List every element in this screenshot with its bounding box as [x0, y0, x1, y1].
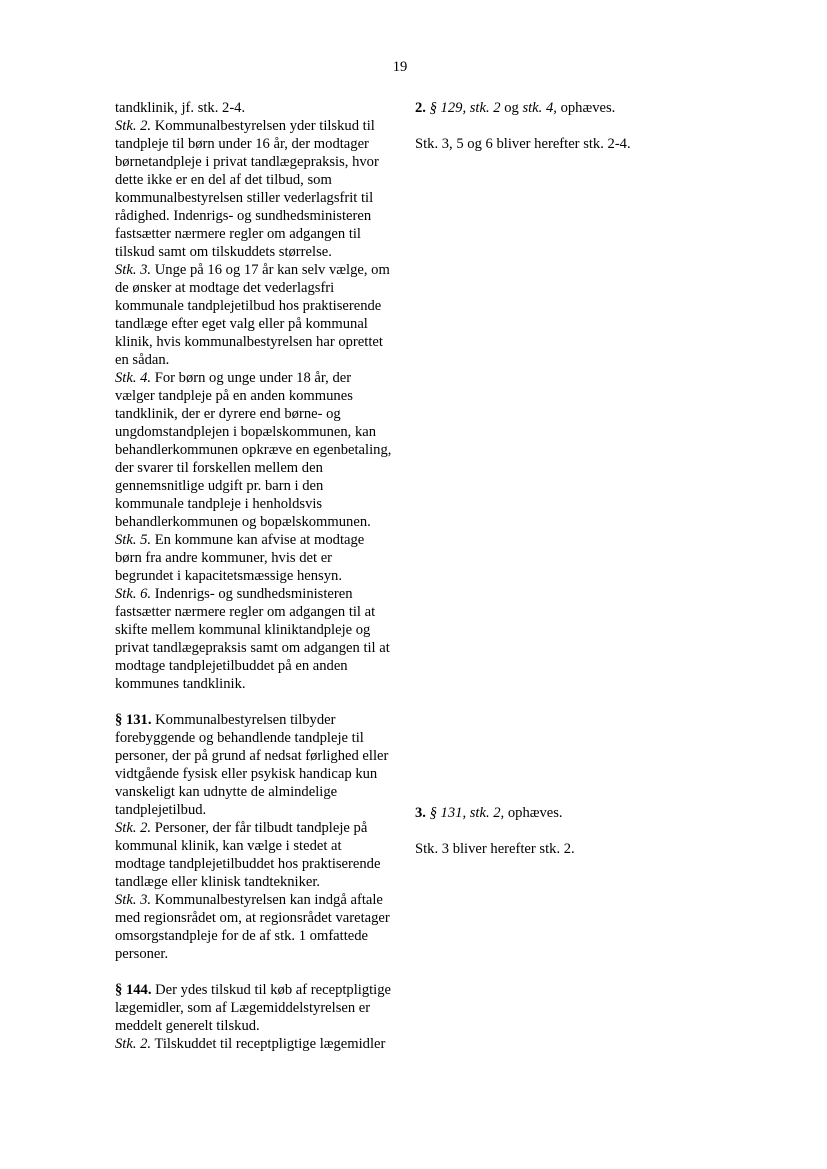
stk-label: Stk. 2. — [115, 820, 152, 836]
stk-label: Stk. 5. — [115, 532, 152, 548]
text-line: personer. — [115, 946, 169, 962]
text-line: tandklinik, der er dyrere end børne- og — [115, 406, 341, 422]
amendment-2: 2. § 129, stk. 2 og stk. 4, ophæves. — [415, 100, 616, 116]
text-line: personer, der på grund af nedsat førlighed eller — [115, 748, 389, 764]
text-line: ungdomstandplejen i bopælskommunen, kan — [115, 424, 377, 440]
current-law-column — [115, 99, 415, 1053]
text-line: tandlæge eller klinisk tandtekniker. — [115, 874, 321, 890]
text-line: en sådan. — [115, 352, 170, 368]
text-line: § 131. Kommunalbestyrelsen tilbyder — [115, 712, 336, 728]
stk-label: Stk. 3. — [115, 262, 152, 278]
text-line: Stk. 3. Kommunalbestyrelsen kan indgå aftale — [115, 892, 383, 908]
amendment-3: 3. § 131, stk. 2, ophæves. — [415, 805, 563, 821]
amendment-2-note: Stk. 3, 5 og 6 bliver herefter stk. 2-4. — [415, 136, 631, 152]
paragraph-gap — [115, 693, 415, 711]
text-line: tandlæge efter eget valg eller på kommunal — [115, 316, 368, 332]
text-line: vidtgående fysisk eller psykisk handicap kun — [115, 766, 378, 782]
text-line: vanskeligt kan udnytte de almindelige — [115, 784, 338, 800]
text-line: behandlerkommunen og bopælskommunen. — [115, 514, 371, 530]
amendment-number: 2. — [415, 100, 426, 116]
text-line: privat tandlægepraksis samt om adgangen til at — [115, 640, 390, 656]
text-line: fastsætter nærmere regler om adgangen til at — [115, 604, 376, 620]
text-line: børn fra andre kommuner, hvis det er — [115, 550, 333, 566]
text-line: dette ikke er en del af det tilbud, som — [115, 172, 332, 188]
text-line: behandlerkommunen opkræve en egenbetaling, — [115, 442, 392, 458]
text-line: skifte mellem kommunal kliniktandpleje og — [115, 622, 371, 638]
section-reference: § 131, stk. 2, — [429, 805, 505, 821]
text-line: meddelt generelt tilskud. — [115, 1018, 260, 1034]
section-reference: stk. 4, — [522, 100, 557, 116]
text-line: Stk. 2. Personer, der får tilbudt tandpleje på — [115, 820, 368, 836]
text-line: forebyggende og behandlende tandpleje til — [115, 730, 364, 746]
section-reference: § 129, stk. 2 — [429, 100, 501, 116]
text-line: tandpleje til børn under 16 år, der modtager — [115, 136, 369, 152]
section-number: § 144. — [115, 982, 152, 998]
text-line: børnetandpleje i privat tandlægepraksis, hvor — [115, 154, 379, 170]
text-line: der svarer til forskellen mellem den — [115, 460, 323, 476]
text-line: fastsætter nærmere regler om adgangen til — [115, 226, 361, 242]
text-line: Stk. 2. Kommunalbestyrelsen yder tilskud til — [115, 118, 375, 134]
stk-label: Stk. 2. — [115, 118, 152, 134]
section-number: § 131. — [115, 712, 152, 728]
text-line: § 144. Der ydes tilskud til køb af receptpligtige — [115, 982, 392, 998]
text-line: med regionsrådet om, at regionsrådet varetager — [115, 910, 390, 926]
text-line: kommunalbestyrelsen stiller vederlagsfrit til — [115, 190, 374, 206]
text-line: Stk. 2. Tilskuddet til receptpligtige lægemidler — [115, 1036, 386, 1052]
text-line: Stk. 5. En kommune kan afvise at modtage — [115, 532, 365, 548]
stk-label: Stk. 6. — [115, 586, 152, 602]
text-line: lægemidler, som af Lægemiddelstyrelsen er — [115, 1000, 371, 1016]
paragraph-gap — [115, 963, 415, 981]
text-line: begrundet i kapacitetsmæssige hensyn. — [115, 568, 342, 584]
text-line: vælger tandpleje på en anden kommunes — [115, 388, 353, 404]
text-line: rådighed. Indenrigs- og sundhedsministeren — [115, 208, 372, 224]
text-line: klinik, hvis kommunalbestyrelsen har oprettet — [115, 334, 383, 350]
page-number: 19 — [392, 59, 408, 75]
stk-label: Stk. 3. — [115, 892, 152, 908]
text-line: omsorgstandpleje for de af stk. 1 omfattede — [115, 928, 369, 944]
text-line: modtage tandplejetilbuddet hos praktiserende — [115, 856, 381, 872]
text-line: de ønsker at modtage det vederlagsfri — [115, 280, 335, 296]
text-line: Stk. 4. For børn og unge under 18 år, der — [115, 370, 352, 386]
text-line: modtage tandplejetilbuddet på en anden — [115, 658, 348, 674]
text-line: kommunal klinik, kan vælge i stedet at — [115, 838, 342, 854]
stk-label: Stk. 4. — [115, 370, 152, 386]
text-line: tandklinik, jf. stk. 2-4. — [115, 100, 246, 116]
text-line: tilskud samt om tilskuddets størrelse. — [115, 244, 332, 260]
text-line: kommunes tandklinik. — [115, 676, 246, 692]
stk-label: Stk. 2. — [115, 1036, 152, 1052]
amendment-3-note: Stk. 3 bliver herefter stk. 2. — [415, 841, 575, 857]
text-line: Stk. 3. Unge på 16 og 17 år kan selv vælge, om — [115, 262, 390, 278]
text-line: gennemsnitlige udgift pr. barn i den — [115, 478, 324, 494]
text-line: tandplejetilbud. — [115, 802, 207, 818]
text-line: kommunale tandplejetilbud hos praktiserende — [115, 298, 382, 314]
text-line: Stk. 6. Indenrigs- og sundhedsministeren — [115, 586, 353, 602]
amendment-number: 3. — [415, 805, 426, 821]
text-line: kommunale tandpleje i henholdsvis — [115, 496, 323, 512]
